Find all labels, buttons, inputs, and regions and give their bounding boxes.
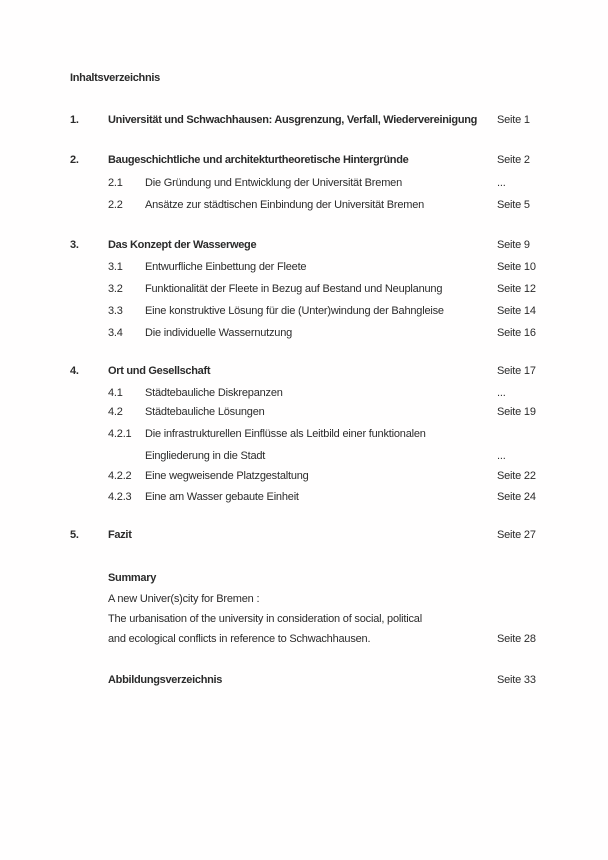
toc-row-number: 3.1: [108, 261, 123, 273]
toc-row-number: 3.2: [108, 283, 123, 295]
toc-row-page: Seite 5: [497, 199, 530, 211]
toc-row-page: Seite 14: [497, 305, 536, 317]
toc-row-title: Eine konstruktive Lösung für die (Unter)windung der Bahngleise: [145, 305, 444, 317]
toc-row-number: 4.1: [108, 387, 123, 399]
toc-row-page: ...: [497, 177, 506, 189]
toc-row-page: Seite 9: [497, 239, 530, 251]
toc-row-page: Seite 1: [497, 114, 530, 126]
toc-row: [0, 113, 608, 127]
toc-row: [0, 304, 608, 318]
toc-row-page: Seite 10: [497, 261, 536, 273]
toc-row-title: Universität und Schwachhausen: Ausgrenzung, Verfall, Wiedervereinigung: [108, 114, 478, 126]
toc-row-page: Seite 27: [497, 529, 536, 541]
toc-row-number: 1.: [70, 114, 79, 126]
toc-row: [0, 238, 608, 252]
toc-row-page: ...: [497, 450, 506, 462]
toc-row-title: The urbanisation of the university in consideration of social, political: [108, 613, 422, 625]
toc-row-page: Seite 22: [497, 470, 536, 482]
toc-row-title: and ecological conflicts in reference to Schwachhausen.: [108, 633, 371, 645]
toc-row-number: 3.: [70, 239, 79, 251]
toc-row-page: ...: [497, 387, 506, 399]
toc-row-number: 4.: [70, 365, 79, 377]
toc-row-title: Eingliederung in die Stadt: [145, 450, 266, 462]
toc-row: [0, 427, 608, 441]
toc-row: [0, 282, 608, 296]
toc-row-number: 4.2: [108, 406, 123, 418]
toc-row-title: Funktionalität der Fleete in Bezug auf Bestand und Neuplanung: [145, 283, 443, 295]
toc-row-number: 2.2: [108, 199, 123, 211]
toc-row-number: 5.: [70, 529, 79, 541]
toc-row: [0, 632, 608, 646]
toc-row-title: Die Gründung und Entwicklung der Universität Bremen: [145, 177, 402, 189]
toc-row: [0, 260, 608, 274]
toc-row-title: Fazit: [108, 529, 132, 541]
toc-row: [0, 592, 608, 606]
toc-row-number: 3.4: [108, 327, 123, 339]
toc-row: [0, 326, 608, 340]
toc-row-title: Ansätze zur städtischen Einbindung der Universität Bremen: [145, 199, 425, 211]
toc-row-title: Städtebauliche Lösungen: [145, 406, 265, 418]
toc-row: [0, 405, 608, 419]
toc-row: [0, 571, 608, 585]
toc-row: [0, 673, 608, 687]
toc-row-page: Seite 28: [497, 633, 536, 645]
toc-row-title: A new Univer(s)city for Bremen :: [108, 593, 260, 605]
toc-row-title: Das Konzept der Wasserwege: [108, 239, 257, 251]
toc-row-number: 4.2.2: [108, 470, 132, 482]
toc-row-page: Seite 12: [497, 283, 536, 295]
page-title: Inhaltsverzeichnis: [70, 72, 160, 84]
toc-row-page: Seite 24: [497, 491, 536, 503]
toc-row-number: 4.2.1: [108, 428, 132, 440]
toc-row-title: Ort und Gesellschaft: [108, 365, 211, 377]
toc-row-page: Seite 19: [497, 406, 536, 418]
toc-row: [0, 364, 608, 378]
toc-row-number: 4.2.3: [108, 491, 132, 503]
toc-row-page: Seite 2: [497, 154, 530, 166]
toc-row-number: 2.1: [108, 177, 123, 189]
toc-row-number: 3.3: [108, 305, 123, 317]
toc-row-title: Eine am Wasser gebaute Einheit: [145, 491, 299, 503]
toc-row: [0, 153, 608, 167]
toc-row: [0, 386, 608, 400]
toc-row: [0, 528, 608, 542]
toc-row-title: Abbildungsverzeichnis: [108, 674, 223, 686]
toc-row-title: Städtebauliche Diskrepanzen: [145, 387, 283, 399]
toc-row-page: Seite 16: [497, 327, 536, 339]
toc-row: [0, 176, 608, 190]
toc-row-title: Baugeschichtliche und architekturtheoretische Hintergründe: [108, 154, 409, 166]
toc-row-title: Die individuelle Wassernutzung: [145, 327, 293, 339]
toc-row-title: Summary: [108, 572, 157, 584]
toc-row-number: 2.: [70, 154, 79, 166]
toc-row-title: Die infrastrukturellen Einflüsse als Leitbild einer funktionalen: [145, 428, 426, 440]
toc-row: [0, 198, 608, 212]
toc-row-title: Entwurfliche Einbettung der Fleete: [145, 261, 307, 273]
toc-row: [0, 612, 608, 626]
toc-row: [0, 449, 608, 463]
toc-row-page: Seite 33: [497, 674, 536, 686]
toc-row: [0, 469, 608, 483]
toc-row-title: Eine wegweisende Platzgestaltung: [145, 470, 309, 482]
toc-row: [0, 490, 608, 504]
toc-row-page: Seite 17: [497, 365, 536, 377]
